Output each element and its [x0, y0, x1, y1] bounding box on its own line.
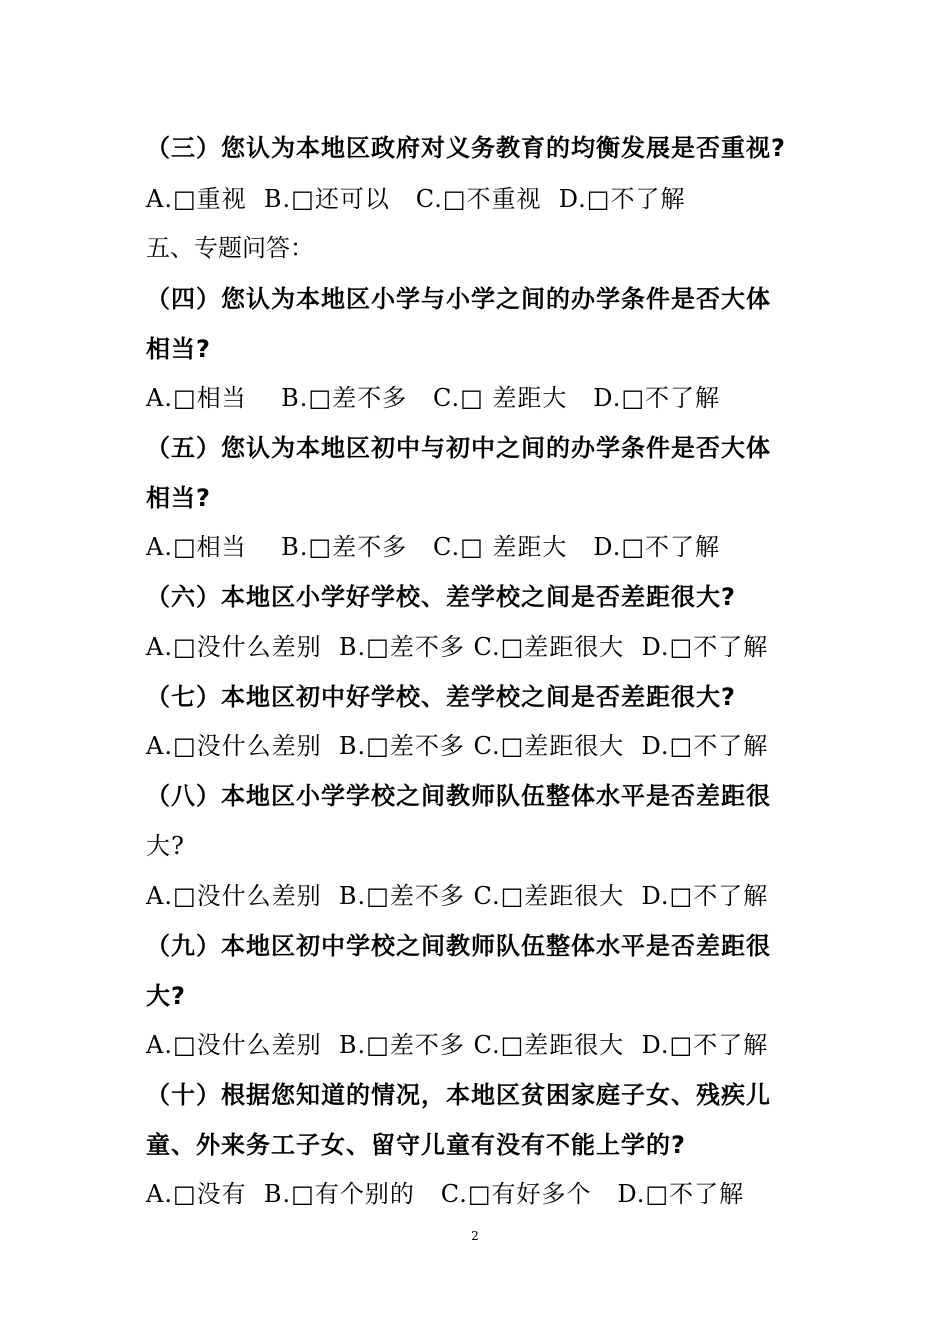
- question-9-cont: 大?: [146, 982, 186, 1010]
- options-9: A.□没什么差别 B.□差不多 C.□差距很大 D.□不了解: [146, 1031, 769, 1059]
- question-9: （九）本地区初中学校之间教师队伍整体水平是否差距很: [146, 932, 771, 960]
- options-5: A.□相当 B.□差不多 C.□ 差距大 D.□不了解: [146, 533, 720, 561]
- options-7: A.□没什么差别 B.□差不多 C.□差距很大 D.□不了解: [146, 732, 769, 760]
- question-7: （七）本地区初中好学校、差学校之间是否差距很大?: [146, 683, 736, 711]
- question-10-cont: 童、外来务工子女、留守儿童有没有不能上学的?: [146, 1131, 686, 1159]
- options-4: A.□相当 B.□差不多 C.□ 差距大 D.□不了解: [146, 384, 720, 412]
- options-8: A.□没什么差别 B.□差不多 C.□差距很大 D.□不了解: [146, 882, 769, 910]
- question-6: （六）本地区小学好学校、差学校之间是否差距很大?: [146, 583, 736, 611]
- question-4-cont: 相当?: [146, 335, 211, 363]
- question-4: （四）您认为本地区小学与小学之间的办学条件是否大体: [146, 285, 771, 313]
- question-8-cont: 大?: [146, 832, 185, 860]
- options-3: A.□重视 B.□还可以 C.□不重视 D.□不了解: [146, 185, 686, 213]
- question-10: （十）根据您知道的情况，本地区贫困家庭子女、残疾儿: [146, 1081, 771, 1109]
- options-10: A.□没有 B.□有个别的 C.□有好多个 D.□不了解: [146, 1180, 745, 1208]
- options-6: A.□没什么差别 B.□差不多 C.□差距很大 D.□不了解: [146, 633, 769, 661]
- section-heading: 五、专题问答：: [146, 234, 314, 262]
- question-5-cont: 相当?: [146, 484, 211, 512]
- page-number: 2: [471, 1229, 479, 1243]
- question-5: （五）您认为本地区初中与初中之间的办学条件是否大体: [146, 434, 771, 462]
- question-8: （八）本地区小学学校之间教师队伍整体水平是否差距很: [146, 782, 771, 810]
- question-3: （三）您认为本地区政府对义务教育的均衡发展是否重视?: [146, 134, 786, 162]
